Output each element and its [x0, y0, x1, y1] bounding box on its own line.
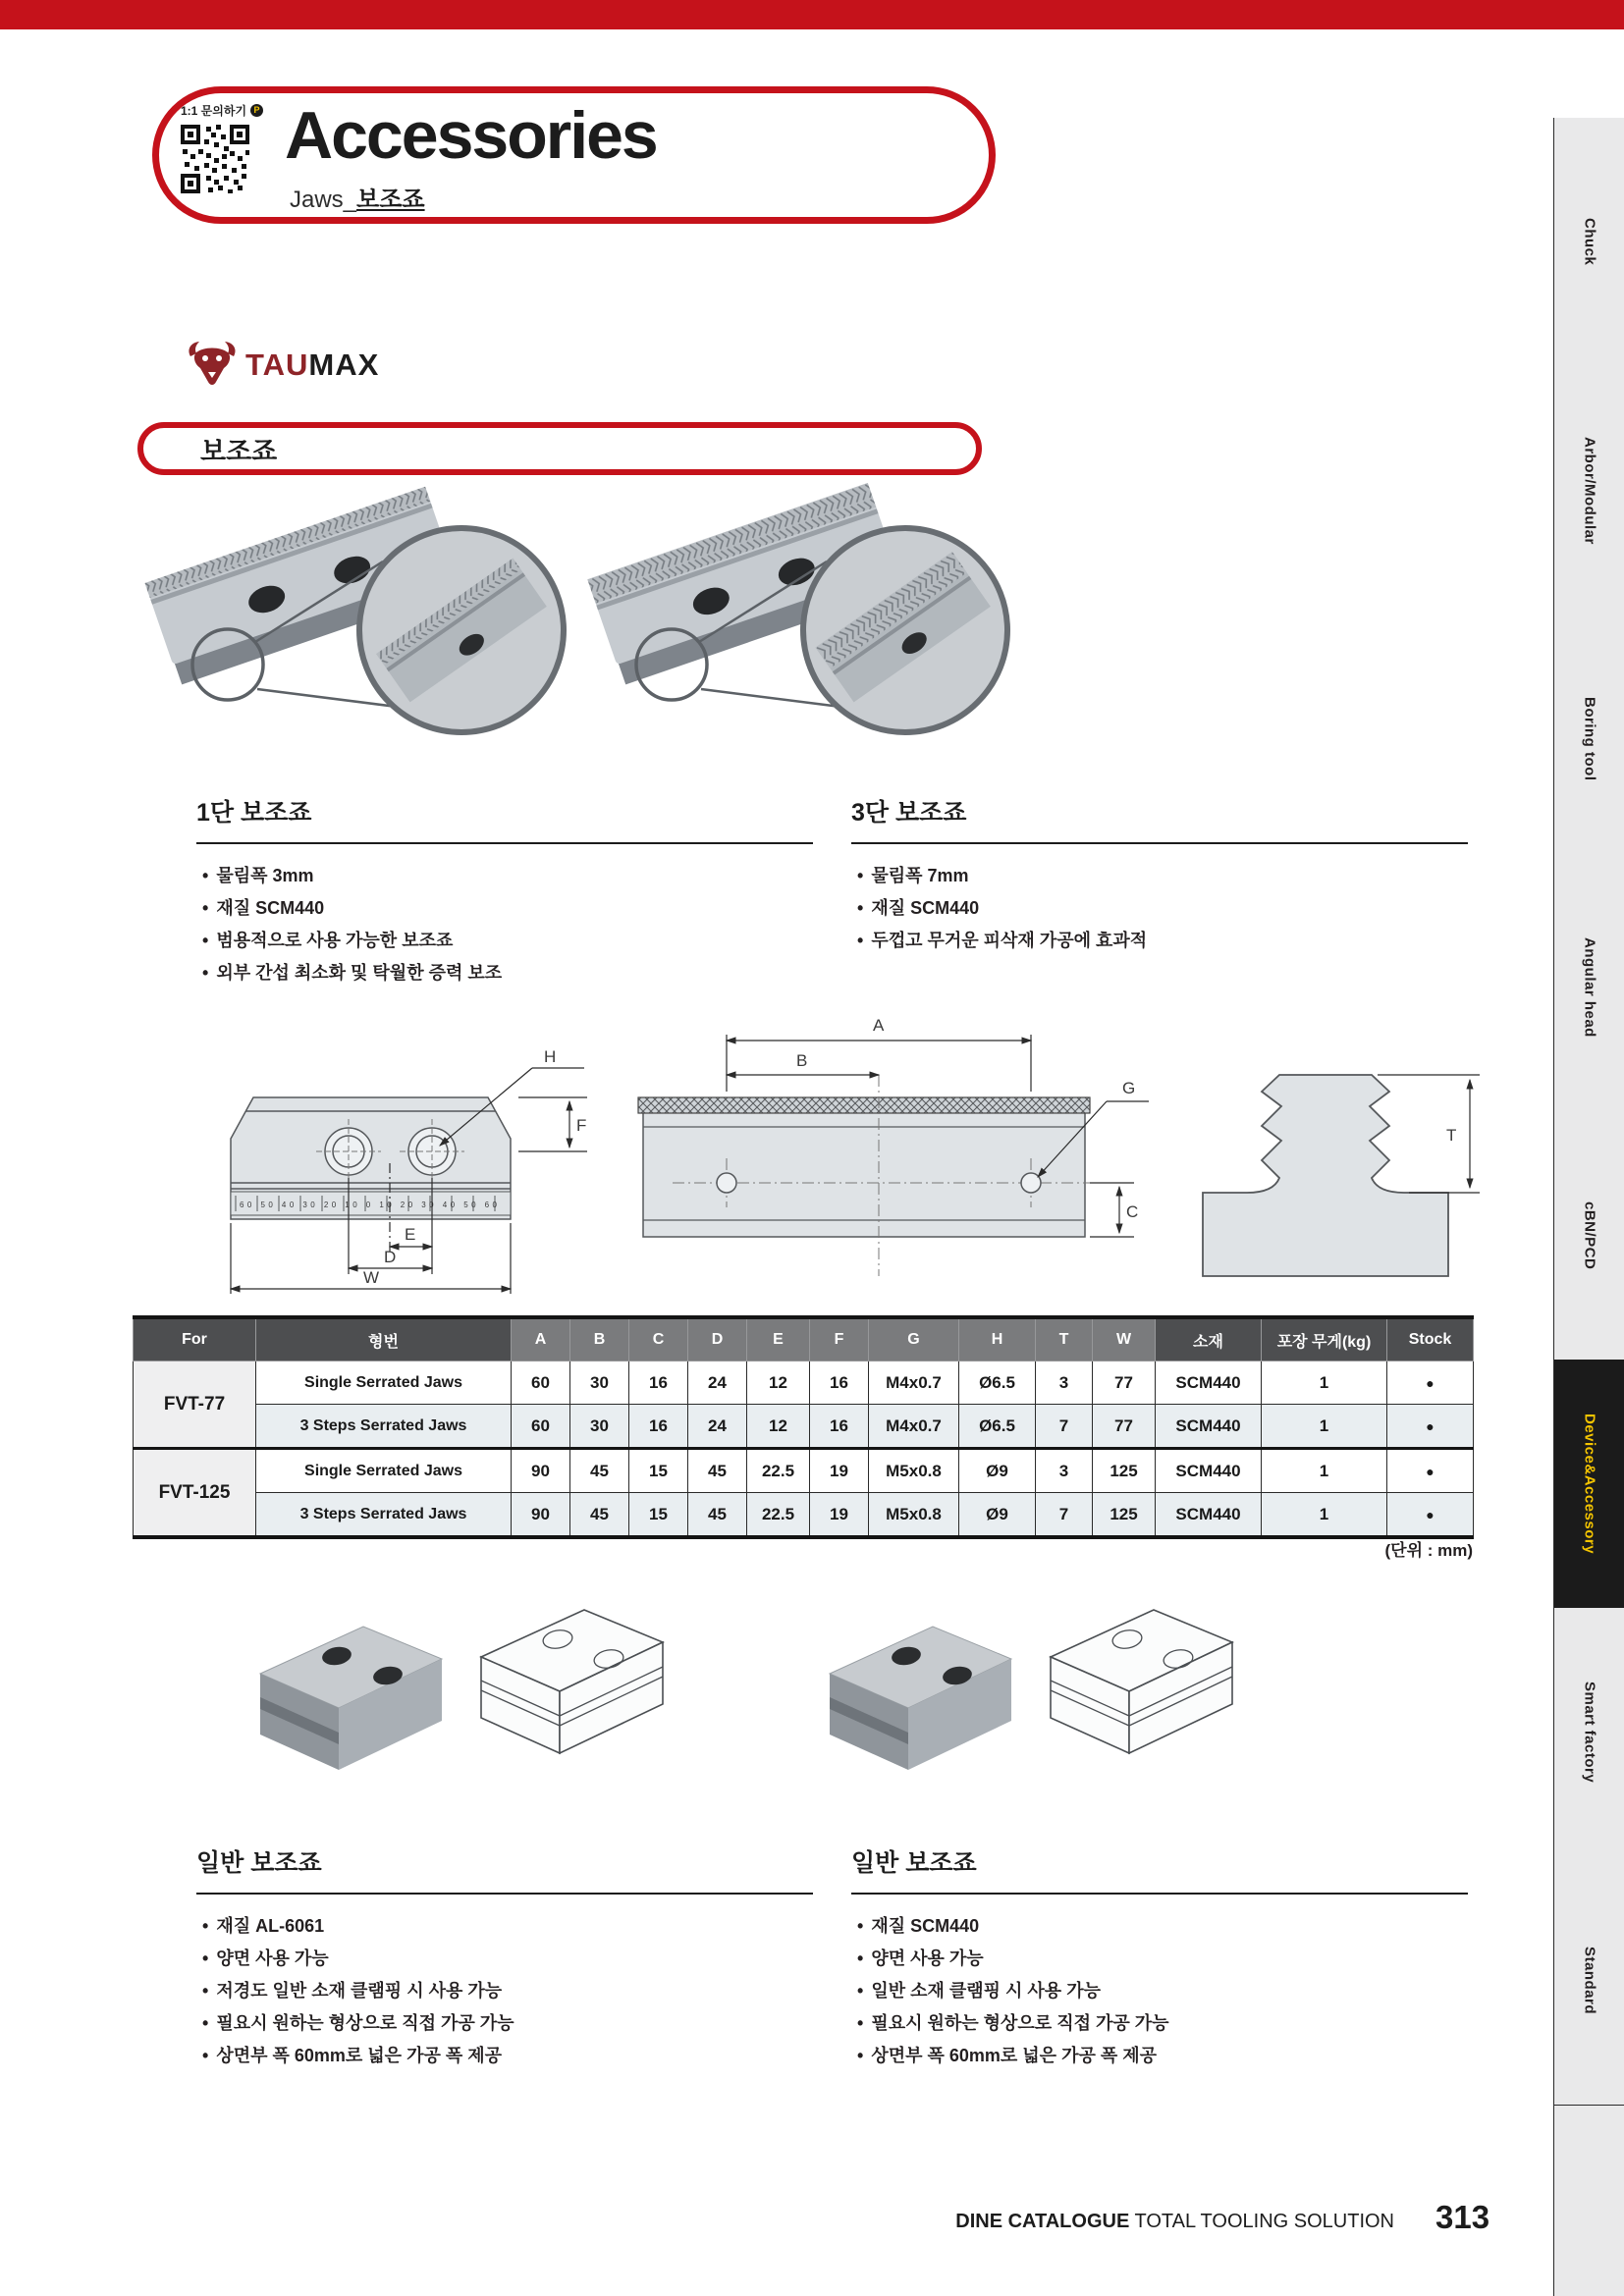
value-cell: SCM440	[1156, 1449, 1262, 1493]
col-header-T: T	[1036, 1317, 1093, 1362]
section-title: 일반 보조죠	[196, 1843, 813, 1895]
tab-label: Arbor/Modular	[1581, 436, 1598, 545]
section-general-jaw-al	[196, 1843, 813, 2072]
table-row	[134, 1362, 1474, 1405]
diagram-top-view	[584, 982, 1154, 1301]
value-cell: 7	[1036, 1405, 1093, 1449]
value-cell: 3	[1036, 1449, 1093, 1493]
value-cell: 1	[1262, 1493, 1387, 1538]
value-cell: 1	[1262, 1362, 1387, 1405]
brand-tau: TAU	[245, 347, 309, 382]
spec-table	[133, 1315, 1474, 1539]
page-subtitle	[290, 180, 425, 214]
footer	[687, 2211, 1394, 2233]
diagram-front-view	[147, 1011, 599, 1301]
dim-label-A: A	[873, 1016, 885, 1035]
value-cell: 16	[629, 1405, 688, 1449]
dim-label-W: W	[363, 1268, 380, 1287]
tab-label: Angular head	[1581, 936, 1598, 1038]
value-cell: 90	[512, 1493, 570, 1538]
feature-bullet: • 두껍고 무거운 피삭재 가공에 효과적	[857, 925, 1468, 957]
unit-note: (단위 : mm)	[1384, 1541, 1473, 1560]
value-cell: 16	[629, 1362, 688, 1405]
tab-label: Chuck	[1581, 218, 1598, 266]
photo-general-jaw-scm	[810, 1605, 1021, 1806]
value-cell: 1	[1262, 1449, 1387, 1493]
col-header-E: E	[747, 1317, 810, 1362]
col-header-G: G	[869, 1317, 959, 1362]
section-general-jaw-scm	[851, 1843, 1468, 2072]
table-row	[134, 1449, 1474, 1493]
section-title: 3단 보조죠	[851, 793, 1468, 844]
feature-bullet: • 재질 SCM440	[857, 1910, 1468, 1943]
value-cell: M5x0.8	[869, 1449, 959, 1493]
value-cell: SCM440	[1156, 1405, 1262, 1449]
model-cell: FVT-77	[134, 1362, 256, 1449]
bull-icon	[187, 341, 238, 390]
value-cell: 24	[688, 1362, 747, 1405]
value-cell: M4x0.7	[869, 1362, 959, 1405]
value-cell: 15	[629, 1449, 688, 1493]
value-cell: 90	[512, 1449, 570, 1493]
sidebar-tab-device-accessory[interactable]	[1553, 1360, 1624, 1609]
feature-bullet: • 재질 SCM440	[857, 892, 1468, 925]
stock-dot: ●	[1387, 1405, 1474, 1449]
taumax-logo	[187, 340, 379, 391]
feature-bullet: • 저경도 일반 소재 클램핑 시 사용 가능	[202, 1975, 813, 2007]
dim-label-C: C	[1126, 1202, 1139, 1221]
col-header-H: H	[959, 1317, 1036, 1362]
footer-catalogue: DINE CATALOGUE	[955, 2211, 1130, 2232]
feature-list	[202, 1910, 813, 2072]
dim-label-F: F	[576, 1116, 587, 1135]
photo-single-serrated-jaw	[137, 483, 569, 792]
value-cell: Ø6.5	[959, 1405, 1036, 1449]
value-cell: 15	[629, 1493, 688, 1538]
section-title: 일반 보조죠	[851, 1843, 1468, 1895]
stock-dot: ●	[1387, 1362, 1474, 1405]
table-row	[134, 1493, 1474, 1538]
value-cell: M4x0.7	[869, 1405, 959, 1449]
value-cell: 19	[810, 1449, 869, 1493]
feature-list	[857, 860, 1468, 957]
stock-dot: ●	[1387, 1493, 1474, 1538]
type-cell: Single Serrated Jaws	[256, 1362, 512, 1405]
value-cell: M5x0.8	[869, 1493, 959, 1538]
table-row	[134, 1405, 1474, 1449]
section-title: 1단 보조죠	[196, 793, 813, 844]
dim-label-G: G	[1122, 1079, 1136, 1097]
feature-bullet: • 물림폭 3mm	[202, 860, 813, 892]
value-cell: 60	[512, 1405, 570, 1449]
value-cell: 12	[747, 1362, 810, 1405]
value-cell: 125	[1093, 1493, 1156, 1538]
type-cell: Single Serrated Jaws	[256, 1449, 512, 1493]
subtitle-emphasis: 보조죠	[356, 187, 425, 213]
dim-label-H: H	[544, 1047, 557, 1066]
value-cell: 12	[747, 1405, 810, 1449]
col-header-type: 형번	[256, 1317, 512, 1362]
col-header-B: B	[570, 1317, 629, 1362]
dim-label-E: E	[405, 1225, 416, 1244]
col-header-material: 소재	[1156, 1317, 1262, 1362]
value-cell: 16	[810, 1405, 869, 1449]
sidebar-filler	[1553, 2106, 1624, 2296]
diagram-serration-profile	[1164, 982, 1488, 1301]
col-header-F: F	[810, 1317, 869, 1362]
col-header-stock: Stock	[1387, 1317, 1474, 1362]
footer-tagline: TOTAL TOOLING SOLUTION	[1129, 2211, 1394, 2232]
value-cell: 125	[1093, 1449, 1156, 1493]
table-header-row	[134, 1317, 1474, 1362]
value-cell: 19	[810, 1493, 869, 1538]
zoom-detail-circle	[803, 528, 1007, 732]
feature-bullet: • 물림폭 7mm	[857, 860, 1468, 892]
feature-bullet: • 재질 SCM440	[202, 892, 813, 925]
feature-list	[202, 860, 813, 989]
section-1step-jaw	[196, 793, 813, 989]
value-cell: 77	[1093, 1362, 1156, 1405]
brand-wordmark	[245, 340, 379, 391]
feature-bullet: • 필요시 원하는 형상으로 직접 가공 가능	[202, 2007, 813, 2040]
col-header-A: A	[512, 1317, 570, 1362]
value-cell: 45	[570, 1449, 629, 1493]
sidebar-tab-standard[interactable]	[1553, 1856, 1624, 2106]
subtitle-prefix: Jaws_	[290, 187, 357, 213]
tab-label: Device&Accessory	[1581, 1413, 1598, 1555]
stock-dot: ●	[1387, 1449, 1474, 1493]
value-cell: 45	[688, 1449, 747, 1493]
feature-list	[857, 1910, 1468, 2072]
feature-bullet: • 상면부 폭 60mm로 넓은 가공 폭 제공	[202, 2040, 813, 2072]
value-cell: 1	[1262, 1405, 1387, 1449]
feature-bullet: • 상면부 폭 60mm로 넓은 가공 폭 제공	[857, 2040, 1468, 2072]
page-title: Accessories	[285, 98, 657, 173]
value-cell: 7	[1036, 1493, 1093, 1538]
tab-label: Boring tool	[1581, 696, 1598, 781]
feature-bullet: • 양면 사용 가능	[857, 1943, 1468, 1975]
page-number: 313	[1435, 2199, 1490, 2235]
sidebar-tab-arbor-modular[interactable]	[1553, 366, 1624, 615]
feature-bullet: • 외부 간섭 최소화 및 탁월한 증력 보조	[202, 957, 813, 989]
section-3step-jaw	[851, 793, 1468, 957]
value-cell: Ø9	[959, 1493, 1036, 1538]
sidebar-tab-boring-tool[interactable]	[1553, 614, 1624, 864]
feature-bullet: • 일반 소재 클램핑 시 사용 가능	[857, 1975, 1468, 2007]
qr-code	[179, 123, 251, 200]
inquiry-link[interactable]	[181, 102, 263, 119]
section-pill-label: 보조죠	[200, 436, 278, 466]
sidebar-tab-chuck[interactable]	[1553, 118, 1624, 367]
type-cell: 3 Steps Serrated Jaws	[256, 1493, 512, 1538]
feature-bullet: • 범용적으로 사용 가능한 보조죠	[202, 925, 813, 957]
sidebar-tab-angular-head[interactable]	[1553, 863, 1624, 1112]
value-cell: Ø6.5	[959, 1362, 1036, 1405]
photo-general-jaw-al	[241, 1605, 452, 1806]
dim-label-T: T	[1446, 1126, 1457, 1145]
col-header-weight: 포장 무게(kg)	[1262, 1317, 1387, 1362]
value-cell: 3	[1036, 1362, 1093, 1405]
brand-max: MAX	[308, 347, 380, 382]
ruler-scale: 60 50 40 30 20 10 0 10 20 30 40 50 60	[240, 1201, 497, 1209]
col-header-for: For	[134, 1317, 256, 1362]
value-cell: SCM440	[1156, 1493, 1262, 1538]
value-cell: 30	[570, 1405, 629, 1449]
col-header-C: C	[629, 1317, 688, 1362]
feature-bullet: • 필요시 원하는 형상으로 직접 가공 가능	[857, 2007, 1468, 2040]
sidebar-tab-smart-factory[interactable]	[1553, 1608, 1624, 1857]
page-header	[152, 86, 996, 224]
value-cell: Ø9	[959, 1449, 1036, 1493]
drawing-general-jaw-scm	[1031, 1588, 1242, 1789]
value-cell: 22.5	[747, 1493, 810, 1538]
feature-bullet: • 재질 AL-6061	[202, 1910, 813, 1943]
dim-label-B: B	[796, 1051, 808, 1070]
type-cell: 3 Steps Serrated Jaws	[256, 1405, 512, 1449]
feature-bullet: • 양면 사용 가능	[202, 1943, 813, 1975]
tab-label: cBN/PCD	[1581, 1201, 1598, 1270]
value-cell: 77	[1093, 1405, 1156, 1449]
tab-label: Standard	[1581, 1946, 1598, 2014]
value-cell: 16	[810, 1362, 869, 1405]
value-cell: SCM440	[1156, 1362, 1262, 1405]
top-red-bar	[0, 0, 1624, 29]
value-cell: 45	[688, 1493, 747, 1538]
col-header-W: W	[1093, 1317, 1156, 1362]
col-header-D: D	[688, 1317, 747, 1362]
value-cell: 30	[570, 1362, 629, 1405]
value-cell: 60	[512, 1362, 570, 1405]
tab-label: Smart factory	[1581, 1681, 1598, 1784]
model-cell: FVT-125	[134, 1449, 256, 1538]
drawing-general-jaw-al	[461, 1588, 673, 1789]
value-cell: 45	[570, 1493, 629, 1538]
value-cell: 24	[688, 1405, 747, 1449]
inquiry-label: 1:1 문의하기	[181, 104, 247, 118]
sidebar-tab-cbn-pcd[interactable]	[1553, 1111, 1624, 1361]
section-pill	[137, 422, 982, 475]
inquiry-chat-icon: P	[250, 104, 263, 117]
zoom-detail-circle	[359, 528, 564, 732]
value-cell: 22.5	[747, 1449, 810, 1493]
photo-3step-serrated-jaw	[581, 483, 1013, 792]
dim-label-D: D	[384, 1248, 397, 1266]
